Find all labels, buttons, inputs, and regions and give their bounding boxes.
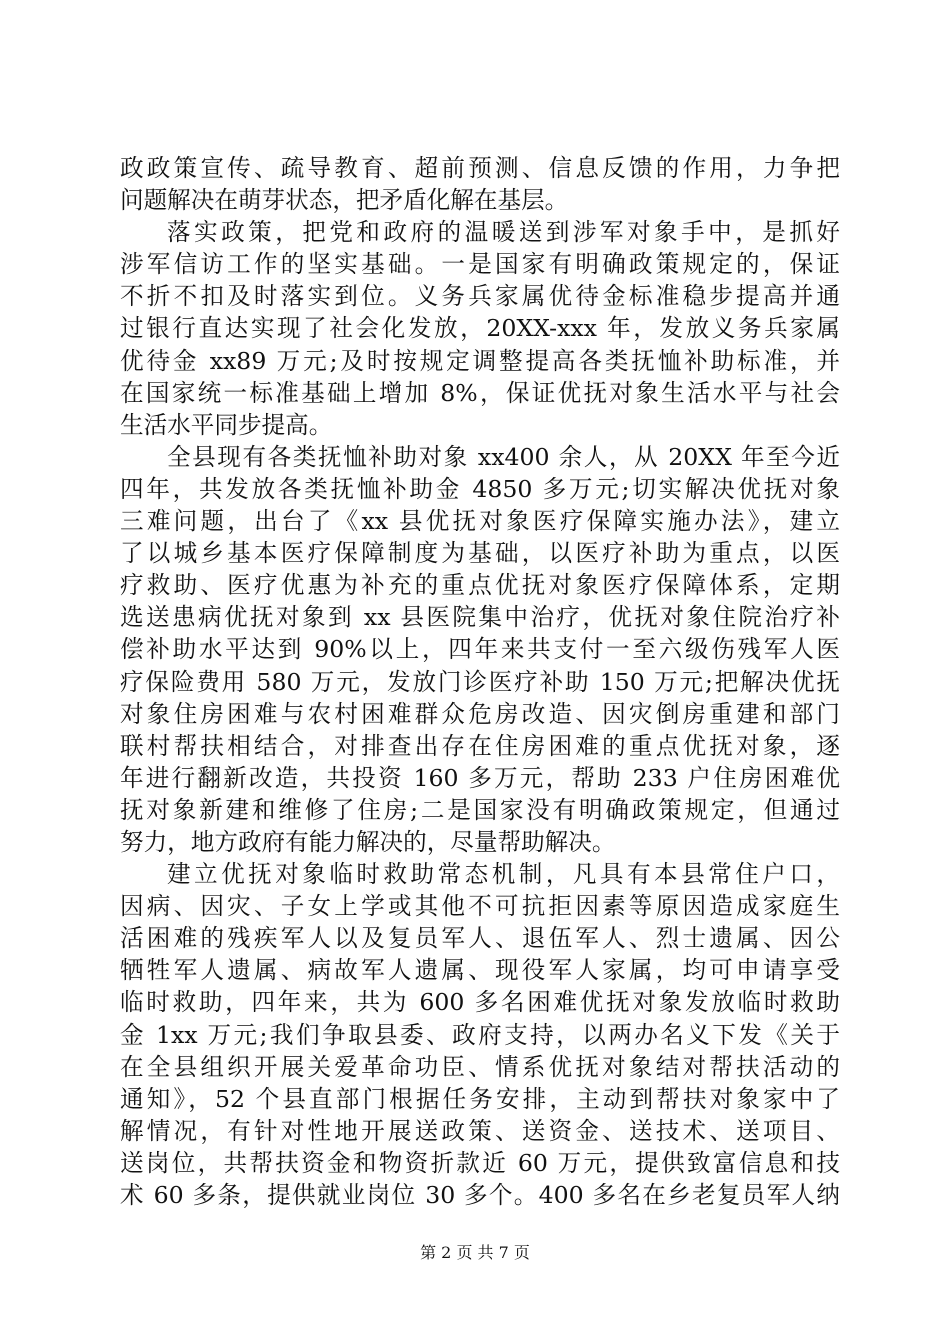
text-line: 偿补助水平达到 90%以上，四年来共支付一至六级伤残军人医 [120, 635, 840, 664]
page-number-label: 第 2 页 共 7 页 [420, 1243, 530, 1262]
text-line: 临时救助，四年来，共为 600 多名困难优抚对象发放临时救助 [120, 988, 840, 1017]
text-line: 年进行翻新改造，共投资 160 多万元，帮助 233 户住房困难优 [120, 763, 840, 792]
text-line: 活困难的残疾军人以及复员军人、退伍军人、烈士遗属、因公 [120, 924, 840, 953]
text-line: 在全县组织开展关爱革命功臣、情系优抚对象结对帮扶活动的 [120, 1052, 840, 1081]
text-line: 建立优抚对象临时救助常态机制，凡具有本县常住户口， [167, 860, 840, 889]
text-line: 优待金 xx89 万元;及时按规定调整提高各类抚恤补助标准，并 [120, 346, 840, 375]
text-line: 三难问题，出台了《xx 县优抚对象医疗保障实施办法》，建立 [120, 507, 840, 536]
text-line: 对象住房困难与农村困难群众危房改造、因灾倒房重建和部门 [120, 699, 840, 728]
text-line: 全县现有各类抚恤补助对象 xx400 余人，从 20XX 年至今近 [167, 442, 840, 471]
text-line: 通知》，52 个县直部门根据任务安排，主动到帮扶对象家中了 [120, 1084, 840, 1113]
text-line: 抚对象新建和维修了住房;二是国家没有明确政策规定，但通过 [120, 795, 840, 824]
text-line: 努力，地方政府有能力解决的，尽量帮助解决。 [120, 827, 616, 856]
text-line: 落实政策，把党和政府的温暖送到涉军对象手中，是抓好 [167, 218, 840, 247]
text-line: 生活水平同步提高。 [120, 410, 333, 439]
text-line: 过银行直达实现了社会化发放，20XX-xxx 年，发放义务兵家属 [120, 314, 840, 343]
text-line: 问题解决在萌芽状态，把矛盾化解在基层。 [120, 186, 569, 215]
text-line: 因病、因灾、子女上学或其他不可抗拒因素等原因造成家庭生 [120, 892, 840, 921]
document-body [120, 152, 840, 1211]
text-line: 选送患病优抚对象到 xx 县医院集中治疗，优抚对象住院治疗补 [120, 603, 840, 632]
text-line: 联村帮扶相结合，对排查出存在住房困难的重点优抚对象，逐 [120, 731, 840, 760]
text-line: 术 60 多条，提供就业岗位 30 多个。400 多名在乡老复员军人纳 [120, 1181, 840, 1209]
text-line: 政政策宣传、疏导教育、超前预测、信息反馈的作用，力争把 [120, 154, 840, 182]
text-line: 四年，共发放各类抚恤补助金 4850 多万元;切实解决优抚对象 [120, 474, 840, 503]
text-line: 疗救助、医疗优惠为补充的重点优抚对象医疗保障体系，定期 [120, 571, 840, 600]
text-line: 送岗位，共帮扶资金和物资折款近 60 万元，提供致富信息和技 [120, 1148, 840, 1177]
page-footer [0, 1240, 950, 1263]
text-line: 金 1xx 万元;我们争取县委、政府支持，以两办名义下发《关于 [120, 1020, 840, 1049]
text-line: 解情况，有针对性地开展送政策、送资金、送技术、送项目、 [120, 1116, 840, 1145]
text-line: 了以城乡基本医疗保障制度为基础，以医疗补助为重点，以医 [120, 539, 840, 568]
text-line: 牺牲军人遗属、病故军人遗属、现役军人家属，均可申请享受 [120, 956, 840, 985]
text-line: 在国家统一标准基础上增加 8%，保证优抚对象生活水平与社会 [120, 378, 840, 407]
text-line: 不折不扣及时落实到位。义务兵家属优待金标准稳步提高并通 [120, 282, 840, 311]
text-line: 疗保险费用 580 万元，发放门诊医疗补助 150 万元;把解决优抚 [120, 667, 840, 696]
text-line: 涉军信访工作的坚实基础。一是国家有明确政策规定的，保证 [120, 250, 840, 279]
